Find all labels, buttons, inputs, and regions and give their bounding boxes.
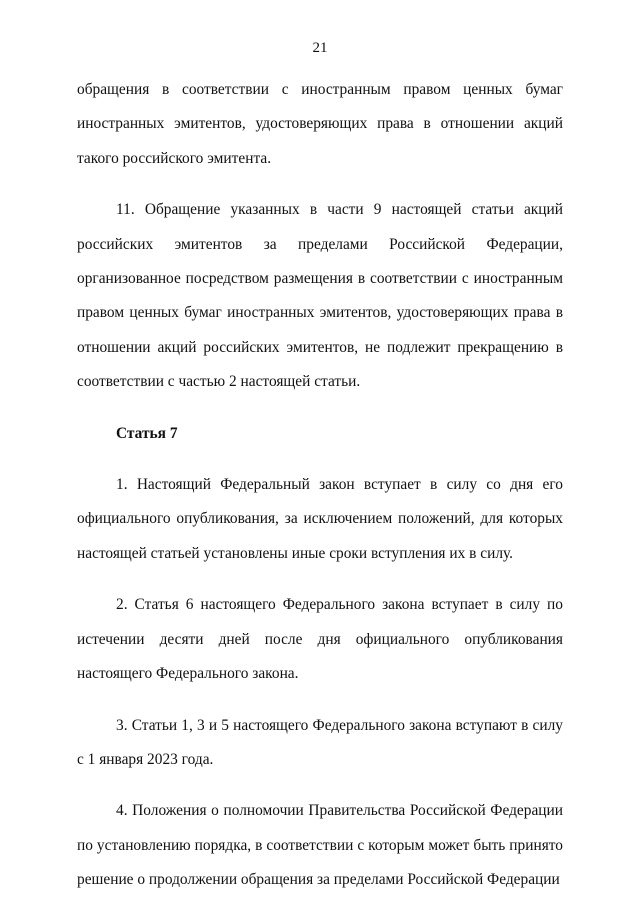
paragraph-item-1: 1. Настоящий Федеральный закон вступает в силу со дня его официального опубликования, за исключением положений, для которых настоящей статьей установлены иные сроки вступления их в силу. (77, 476, 563, 562)
document-body (77, 73, 563, 898)
paragraph-item-2: 2. Статья 6 настоящего Федерального закона вступает в силу по истечении десяти дней после дня официального опубликования настоящего Федерального закона. (77, 596, 563, 683)
paragraph-item-11: 11. Обращение указанных в части 9 настоящей статьи акций российских эмитентов за пределами Российской Федерации, организованное посредством размещения в соответствии с иностранным правом ценных бумаг иностранных эмитентов, удостоверяющих права в отношении акций российских эмитентов, не подлежит прекращению в соответствии с частью 2 настоящей статьи. (77, 201, 563, 391)
paragraph-item-3: 3. Статьи 1, 3 и 5 настоящего Федерального закона вступают в силу с 1 января 2023 года. (77, 716, 563, 768)
paragraph-item-4: 4. Положения о полномочии Правительства Российской Федерации по установлению порядка, в соответствии с которым может быть принято решение о продолжении обращения за пределами Российской Федерации (77, 802, 563, 889)
paragraph-continuation: обращения в соответствии с иностранным правом ценных бумаг иностранных эмитентов, удостоверяющих права в отношении акций такого российского эмитента. (77, 81, 563, 167)
page-number: 21 (312, 40, 328, 56)
article-heading: Статья 7 (116, 424, 178, 442)
